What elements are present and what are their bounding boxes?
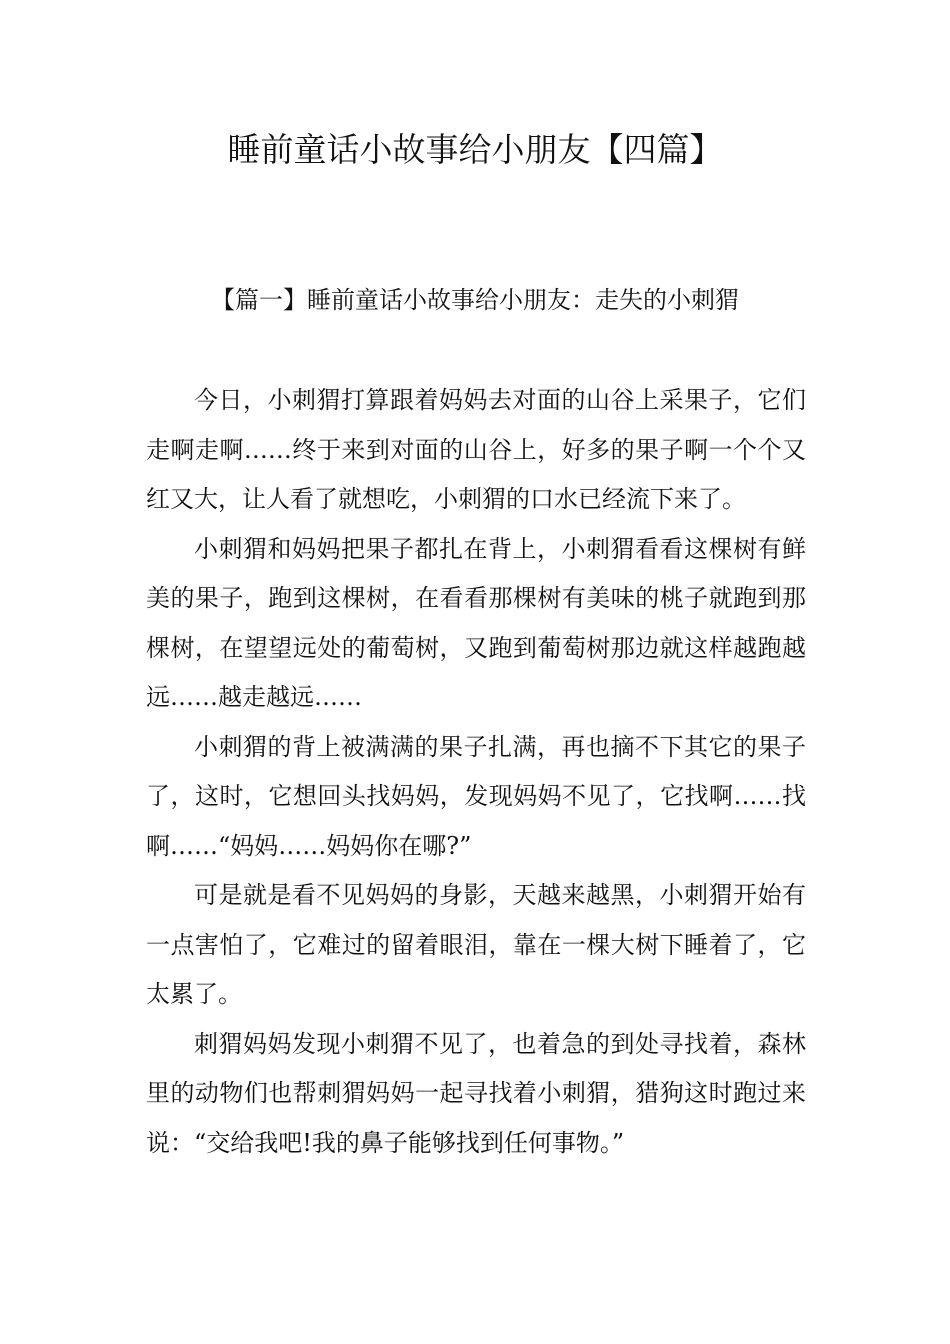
story-paragraph: 今日，小刺猬打算跟着妈妈去对面的山谷上采果子，它们走啊走啊……终于来到对面的山谷上，好多的果子啊一个个又红又大，让人看了就想吃，小刺猬的口水已经流下来了。 bbox=[146, 386, 806, 513]
section-heading: 【篇一】睡前童话小故事给小朋友：走失的小刺猬 bbox=[211, 286, 739, 314]
story-paragraph: 小刺猬的背上被满满的果子扎满，再也摘不下其它的果子了，这时，它想回头找妈妈，发现妈妈不见了，它找啊……找啊……“妈妈……妈妈你在哪?” bbox=[146, 732, 806, 860]
document-title: 睡前童话小故事给小朋友【四篇】 bbox=[227, 130, 723, 169]
story-paragraph: 刺猬妈妈发现小刺猬不见了，也着急的到处寻找着，森林里的动物们也帮刺猬妈妈一起寻找着小刺猬，猎狗这时跑过来说：“交给我吧!我的鼻子能够找到任何事物。” bbox=[146, 1029, 806, 1157]
story-body bbox=[146, 376, 806, 1168]
story-paragraph: 小刺猬和妈妈把果子都扎在背上，小刺猬看看这棵树有鲜美的果子，跑到这棵树，在看看那棵树有美味的桃子就跑到那棵树，在望望远处的葡萄树，又跑到葡萄树那边就这样越跑越远……越走越远…… bbox=[146, 534, 806, 711]
story-paragraph: 可是就是看不见妈妈的身影，天越来越黑，小刺猬开始有一点害怕了，它难过的留着眼泪，靠在一棵大树下睡着了，它太累了。 bbox=[146, 881, 806, 1008]
